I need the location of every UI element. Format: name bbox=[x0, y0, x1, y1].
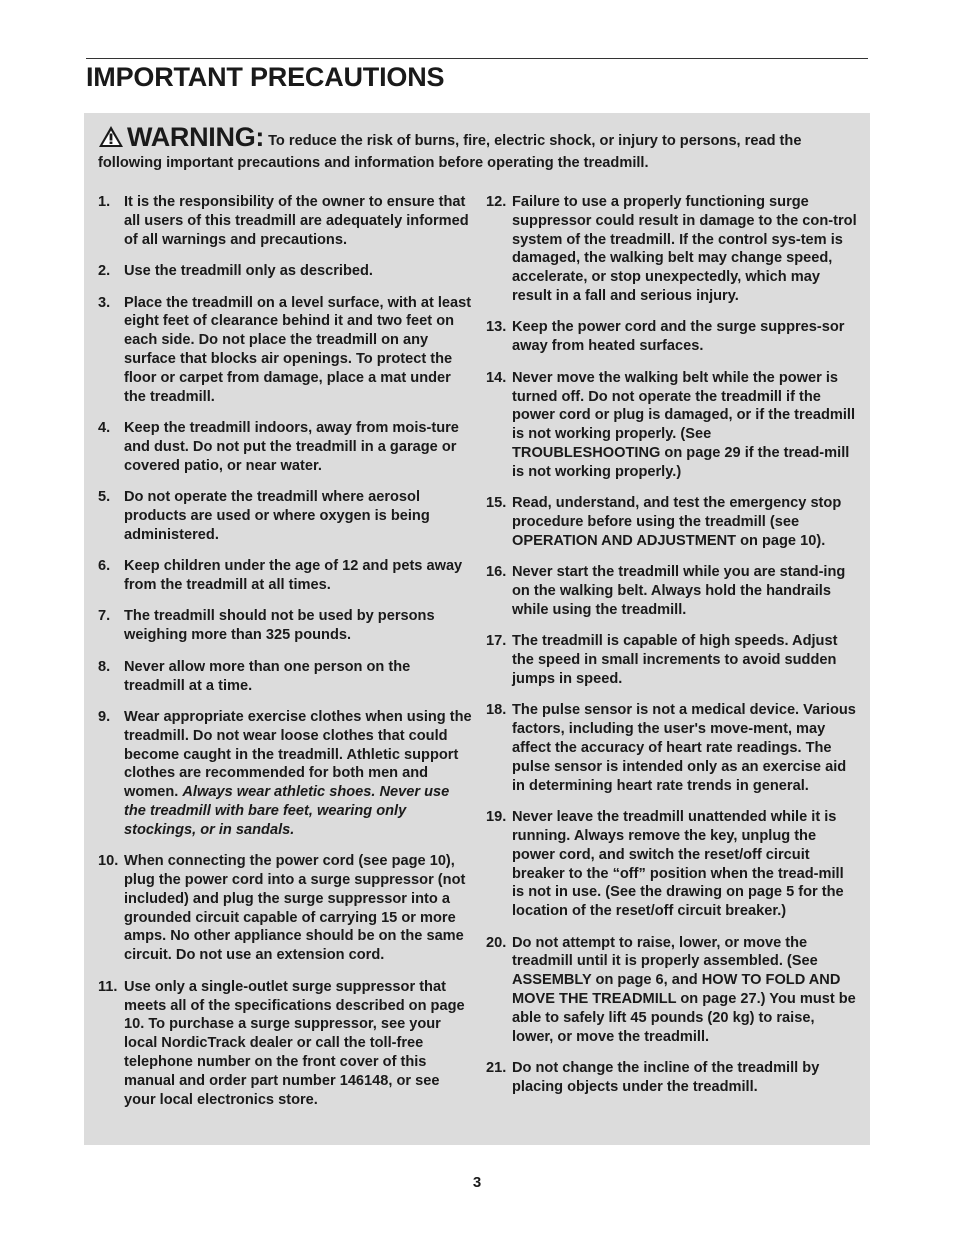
item-number: 15. bbox=[486, 495, 507, 512]
precaution-item bbox=[98, 852, 472, 965]
precaution-item bbox=[98, 262, 472, 281]
item-number: 20. bbox=[486, 934, 507, 951]
item-number: 21. bbox=[486, 1060, 507, 1077]
warning-label: WARNING: bbox=[127, 122, 265, 152]
precaution-item bbox=[98, 978, 472, 1110]
precaution-item bbox=[486, 193, 858, 306]
item-emphasis: Always wear athletic shoes. Never use the treadmill with bare feet, wearing only stockings, or in sandals. bbox=[124, 784, 450, 838]
item-number: 6. bbox=[98, 558, 111, 575]
precaution-item bbox=[98, 294, 472, 407]
item-text: Do not change the incline of the treadmill by placing objects under the treadmill. bbox=[512, 1060, 820, 1095]
item-text: When connecting the power cord (see page 10), plug the power cord into a surge suppressor (not included) and plug the surge suppressor into a grounded circuit capable of carrying 15 or more amps. No other appliance should be on the same circuit. Do not use an extension cord. bbox=[124, 853, 466, 964]
item-text: It is the responsibility of the owner to ensure that all users of this treadmill are adequately informed of all warnings and precautions. bbox=[124, 194, 469, 248]
item-number: 17. bbox=[486, 633, 507, 650]
item-text: Never start the treadmill while you are stand-ing on the walking belt. Always hold the handrails while using the treadmill. bbox=[512, 564, 846, 618]
precaution-item bbox=[486, 934, 858, 1047]
precaution-item bbox=[486, 701, 858, 795]
precaution-item bbox=[98, 419, 472, 475]
item-text: The pulse sensor is not a medical device. Various factors, including the user's move-ment, may affect the accuracy of heart rate readings. The pulse sensor is intended only as an exercise aid in determining heart rate trends in general. bbox=[512, 702, 856, 794]
item-number: 3. bbox=[98, 294, 111, 311]
item-text: The treadmill should not be used by persons weighing more than 325 pounds. bbox=[124, 608, 435, 644]
item-number: 2. bbox=[98, 263, 111, 280]
item-text: Wear appropriate exercise clothes when using the treadmill. Do not wear loose clothes that could become caught in the treadmill. Athletic support clothes are recommended for both men and women. bbox=[124, 709, 472, 801]
item-text: Read, understand, and test the emergency stop procedure before using the treadmill (see OPERATION AND ADJUSTMENT on page 10). bbox=[512, 495, 842, 549]
precaution-item bbox=[98, 557, 472, 595]
item-number: 16. bbox=[486, 564, 507, 581]
item-text: Keep the power cord and the surge suppres-sor away from heated surfaces. bbox=[512, 319, 845, 355]
precaution-item bbox=[486, 1059, 858, 1097]
item-number: 5. bbox=[98, 489, 111, 506]
item-number: 10. bbox=[98, 853, 119, 870]
page-title: IMPORTANT PRECAUTIONS bbox=[86, 62, 445, 92]
precaution-item bbox=[486, 494, 858, 550]
precaution-item bbox=[486, 563, 858, 619]
precaution-item bbox=[98, 708, 472, 840]
precautions-column-left bbox=[98, 193, 472, 1122]
item-number: 9. bbox=[98, 709, 111, 726]
precaution-item bbox=[486, 808, 858, 921]
item-number: 8. bbox=[98, 658, 111, 675]
item-number: 4. bbox=[98, 420, 111, 437]
warning-text: To reduce the risk of burns, fire, electric shock, or injury to persons, read the following important precautions and information before operating the treadmill. bbox=[98, 133, 802, 171]
precaution-item bbox=[98, 488, 472, 544]
precaution-item bbox=[486, 632, 858, 688]
page-number: 3 bbox=[472, 1174, 482, 1191]
warning-header bbox=[98, 122, 858, 173]
item-text: Do not operate the treadmill where aerosol products are used or where oxygen is being administered. bbox=[124, 489, 430, 543]
precaution-item bbox=[486, 369, 858, 482]
item-text: Use the treadmill only as described. bbox=[124, 263, 373, 280]
item-text: Use only a single-outlet surge suppressor that meets all of the specifications described on page 10. To purchase a surge suppressor, see your local NordicTrack dealer or call the toll-free telephone number on the front cover of this manual and order part number 146148, or see your local electronics store. bbox=[124, 978, 465, 1108]
precaution-item bbox=[98, 193, 472, 249]
precaution-item bbox=[98, 607, 472, 645]
item-number: 7. bbox=[98, 608, 111, 625]
item-number: 11. bbox=[98, 978, 118, 995]
precaution-item bbox=[486, 318, 858, 356]
item-number: 12. bbox=[486, 194, 507, 210]
precaution-item bbox=[98, 658, 472, 696]
warning-triangle-icon bbox=[98, 125, 124, 154]
item-text: Keep the treadmill indoors, away from mois-ture and dust. Do not put the treadmill in a garage or covered patio, or near water. bbox=[124, 420, 459, 474]
precautions-column-right bbox=[486, 193, 858, 1109]
item-text: Failure to use a properly functioning surge suppressor could result in damage to the con-trol system of the treadmill. If the control sys-tem is damaged, the walking belt may change speed, accelerate, or stop unexpectedly, which may result in a fall and serious injury. bbox=[512, 194, 857, 304]
warning-panel bbox=[84, 113, 870, 1145]
item-number: 13. bbox=[486, 319, 507, 336]
item-number: 19. bbox=[486, 809, 507, 826]
item-text: Keep children under the age of 12 and pets away from the treadmill at all times. bbox=[124, 558, 463, 593]
top-rule bbox=[86, 58, 868, 59]
item-text: The treadmill is capable of high speeds. Adjust the speed in small increments to avoid sudden jumps in speed. bbox=[512, 633, 838, 687]
item-text: Do not attempt to raise, lower, or move the treadmill until it is properly assembled. (See ASSEMBLY on page 6, and HOW TO FOLD AND MOVE THE TREADMILL on page 27.) You must be able to safely lift 45 pounds (20 kg) to raise, lower, or move the treadmill. bbox=[512, 934, 856, 1045]
item-text: Never move the walking belt while the power is turned off. Do not operate the treadmill if the power cord or plug is damaged, or if the treadmill is not working properly. (See TROUBLESHOOTING on page 29 if the tread-mill is not working properly.) bbox=[512, 369, 856, 480]
item-text: Place the treadmill on a level surface, with at least eight feet of clearance behind it and two feet on each side. Do not place the treadmill on any surface that blocks air openings. To protect the floor or carpet from damage, place a mat under the treadmill. bbox=[124, 294, 472, 405]
item-number: 18. bbox=[486, 702, 507, 719]
item-number: 1. bbox=[98, 194, 111, 210]
item-number: 14. bbox=[486, 369, 507, 386]
item-text: Never allow more than one person on the treadmill at a time. bbox=[124, 658, 411, 694]
item-text: Never leave the treadmill unattended while it is running. Always remove the key, unplug the power cord, and switch the reset/off circuit breaker to the “off” position when the tread-mill is not in use. (See the drawing on page 5 for the location of the reset/off circuit breaker.) bbox=[512, 809, 844, 920]
